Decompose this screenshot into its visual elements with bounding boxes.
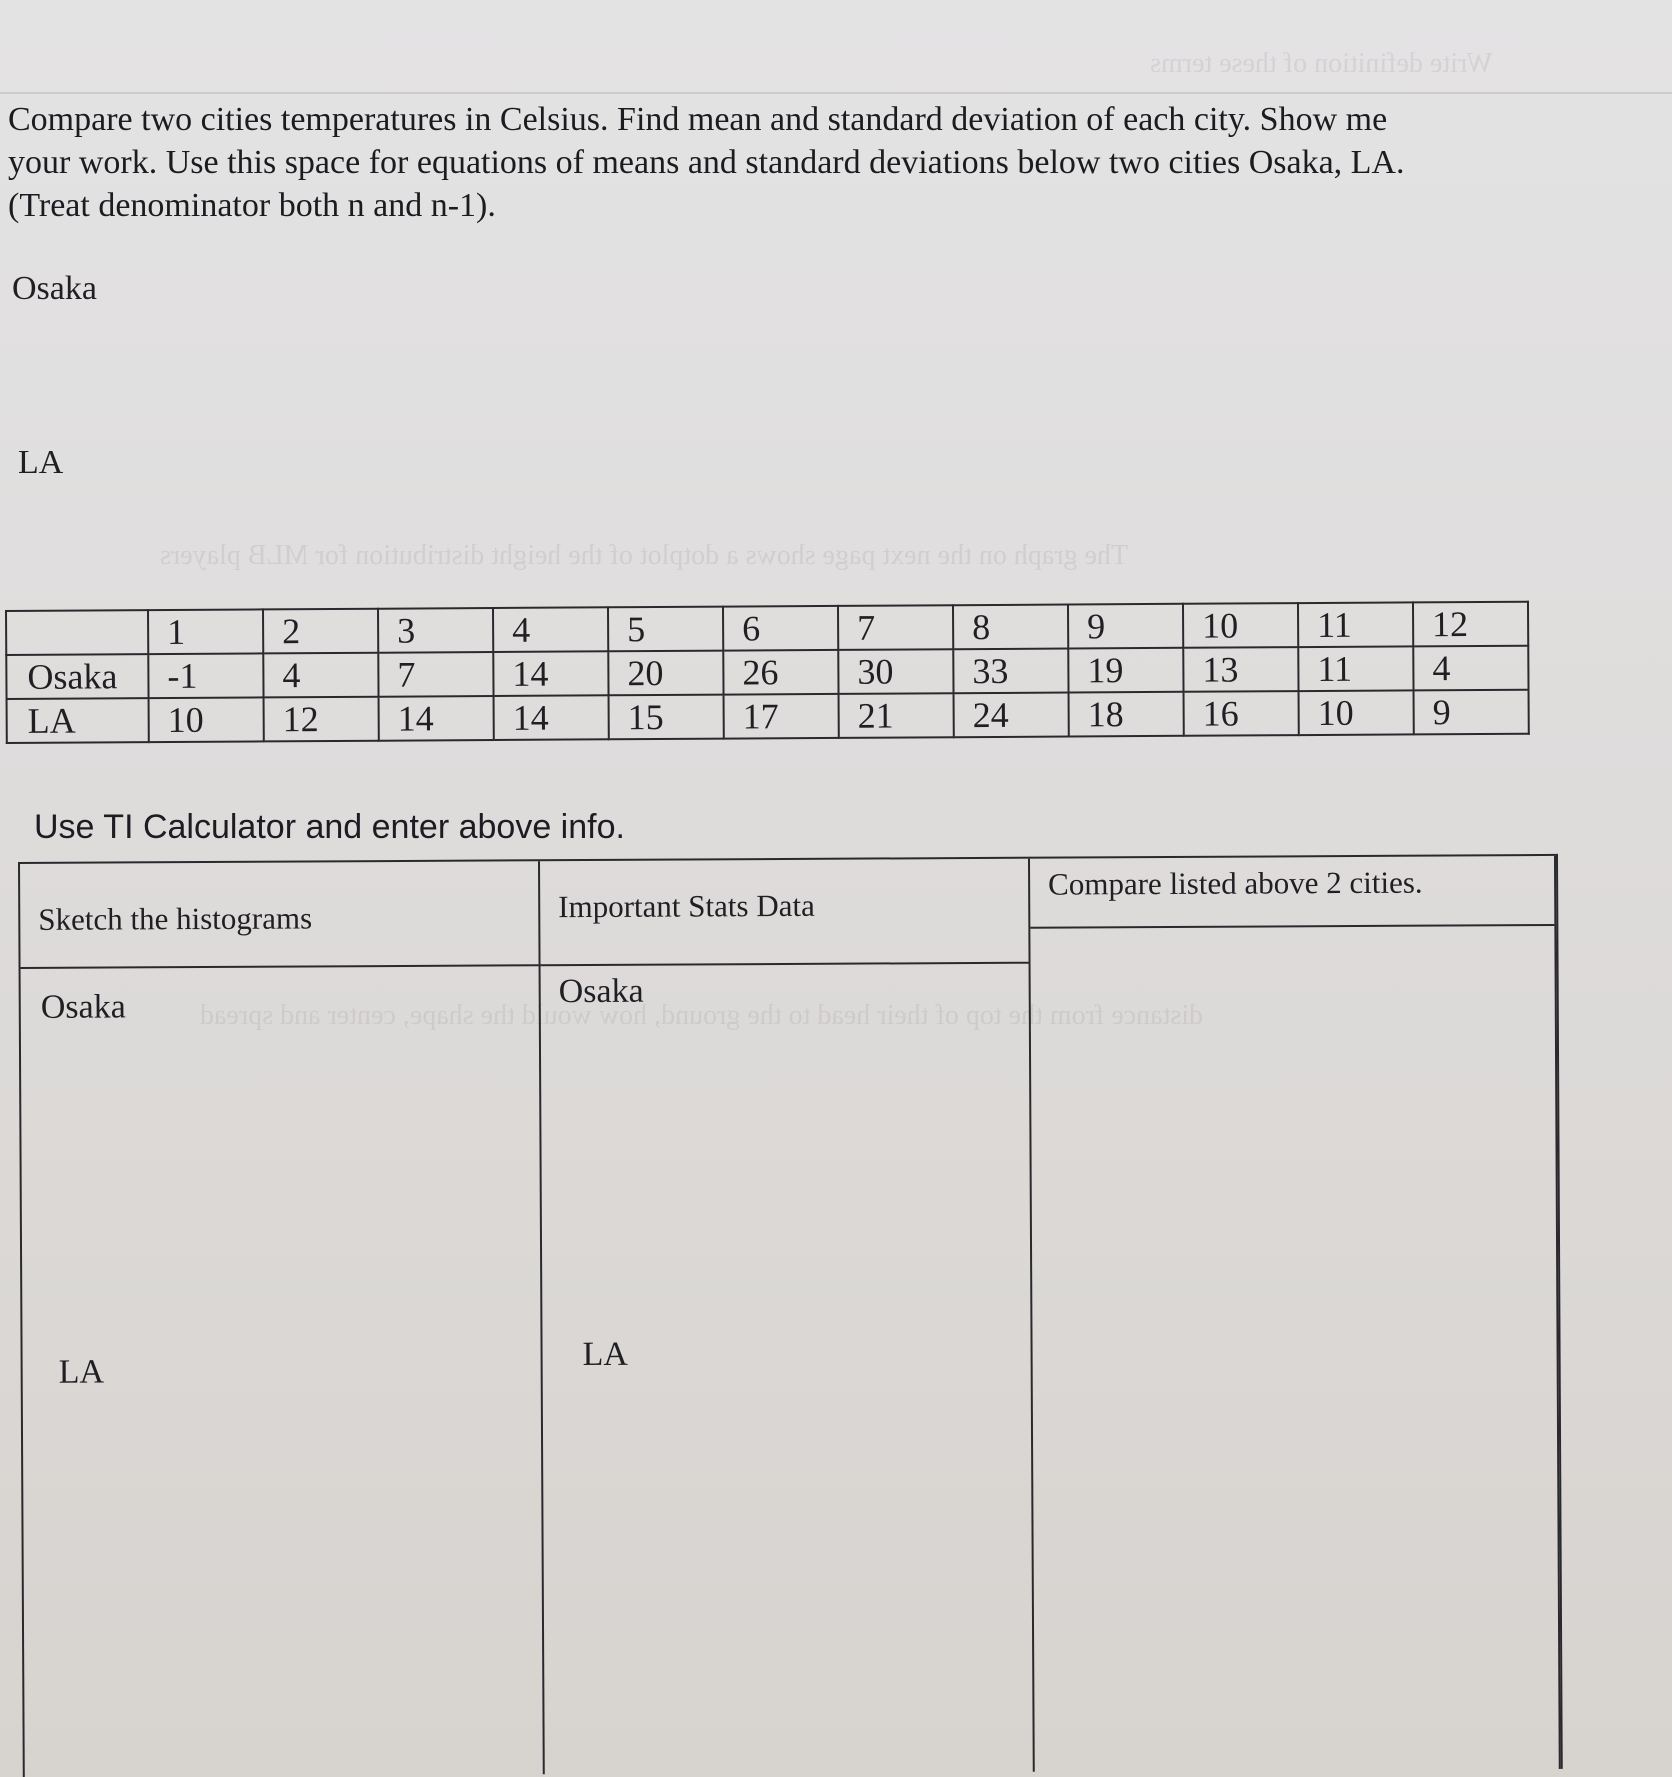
la-temp-cell: 9 (1414, 690, 1529, 735)
osaka-temp-cell: 4 (1413, 646, 1528, 691)
month-header-cell: 5 (608, 607, 723, 652)
osaka-temp-cell: -1 (148, 653, 263, 698)
month-header-cell: 6 (723, 606, 838, 651)
month-header-cell: 2 (263, 609, 378, 654)
osaka-temp-cell: 19 (1068, 648, 1183, 693)
la-work-label: LA (18, 444, 64, 481)
instructions-line-1: Compare two cities temperatures in Celsius. Find mean and standard deviation of each city. Show me (8, 101, 1388, 138)
month-header-cell: 3 (378, 608, 493, 653)
osaka-temp-cell: 30 (838, 649, 953, 694)
ti-calculator-note: Use TI Calculator and enter above info. (34, 808, 625, 846)
osaka-temp-cell: 33 (953, 649, 1068, 694)
bleed-through-text: distance from the top of their head to the ground, how would the shape, center and spread (200, 1000, 1204, 1031)
la-temp-cell: 10 (1299, 690, 1414, 735)
compare-column-header: Compare listed above 2 cities. (1030, 856, 1554, 929)
la-temp-cell: 14 (379, 696, 494, 741)
bleed-through-text: Write definition of these terms (1150, 48, 1493, 79)
compare-column (1030, 856, 1561, 1772)
osaka-temp-cell: 13 (1183, 647, 1298, 692)
la-temp-cell: 17 (724, 694, 839, 739)
osaka-temp-cell: 14 (493, 651, 608, 696)
histogram-column-header: Sketch the histograms (20, 861, 539, 969)
stats-column-header: Important Stats Data (540, 859, 1029, 967)
month-header-cell: 12 (1413, 602, 1528, 647)
paper-fold-line (0, 92, 1672, 94)
analysis-table (18, 854, 1563, 1777)
la-temp-cell: 10 (149, 697, 264, 742)
osaka-temp-cell: 26 (723, 650, 838, 695)
month-header-cell: 9 (1068, 604, 1183, 649)
la-temp-cell: 14 (494, 695, 609, 740)
row-header-osaka: Osaka (6, 654, 148, 699)
month-header-cell: 11 (1298, 602, 1413, 647)
month-header-cell: 8 (953, 605, 1068, 650)
la-temp-cell: 21 (839, 693, 954, 738)
histogram-la-label: LA (58, 1353, 105, 1391)
month-header-cell: 7 (838, 605, 953, 650)
la-temp-cell: 24 (954, 693, 1069, 738)
month-header-cell: 10 (1183, 603, 1298, 648)
month-header-cell: 4 (493, 607, 608, 652)
table-row-la (7, 690, 1529, 743)
la-temp-cell: 16 (1184, 691, 1299, 736)
bleed-through-text: The graph on the next page shows a dotplot of the height distribution for MLB players (160, 540, 1129, 571)
instructions-line-2: your work. Use this space for equations of means and standard deviations below two cities Osaka, LA. (8, 144, 1405, 181)
instructions-line-3: (Treat denominator both n and n-1). (8, 187, 496, 224)
la-temp-cell: 12 (264, 697, 379, 742)
stats-osaka-label: Osaka (558, 972, 644, 1011)
instructions (8, 98, 1648, 227)
stats-column (540, 859, 1035, 1775)
histogram-osaka-label: Osaka (40, 988, 126, 1026)
osaka-temp-cell: 4 (263, 653, 378, 698)
osaka-temp-cell: 20 (608, 651, 723, 696)
row-header-la: LA (7, 698, 149, 743)
osaka-temp-cell: 11 (1298, 646, 1413, 691)
stats-la-label: LA (582, 1335, 629, 1374)
la-temp-cell: 18 (1069, 692, 1184, 737)
histogram-column (20, 861, 545, 1777)
temperature-table (5, 601, 1530, 744)
osaka-work-label: Osaka (12, 270, 97, 307)
table-corner-cell (6, 610, 148, 655)
la-temp-cell: 15 (609, 695, 724, 740)
month-header-cell: 1 (148, 609, 263, 654)
osaka-temp-cell: 7 (378, 652, 493, 697)
